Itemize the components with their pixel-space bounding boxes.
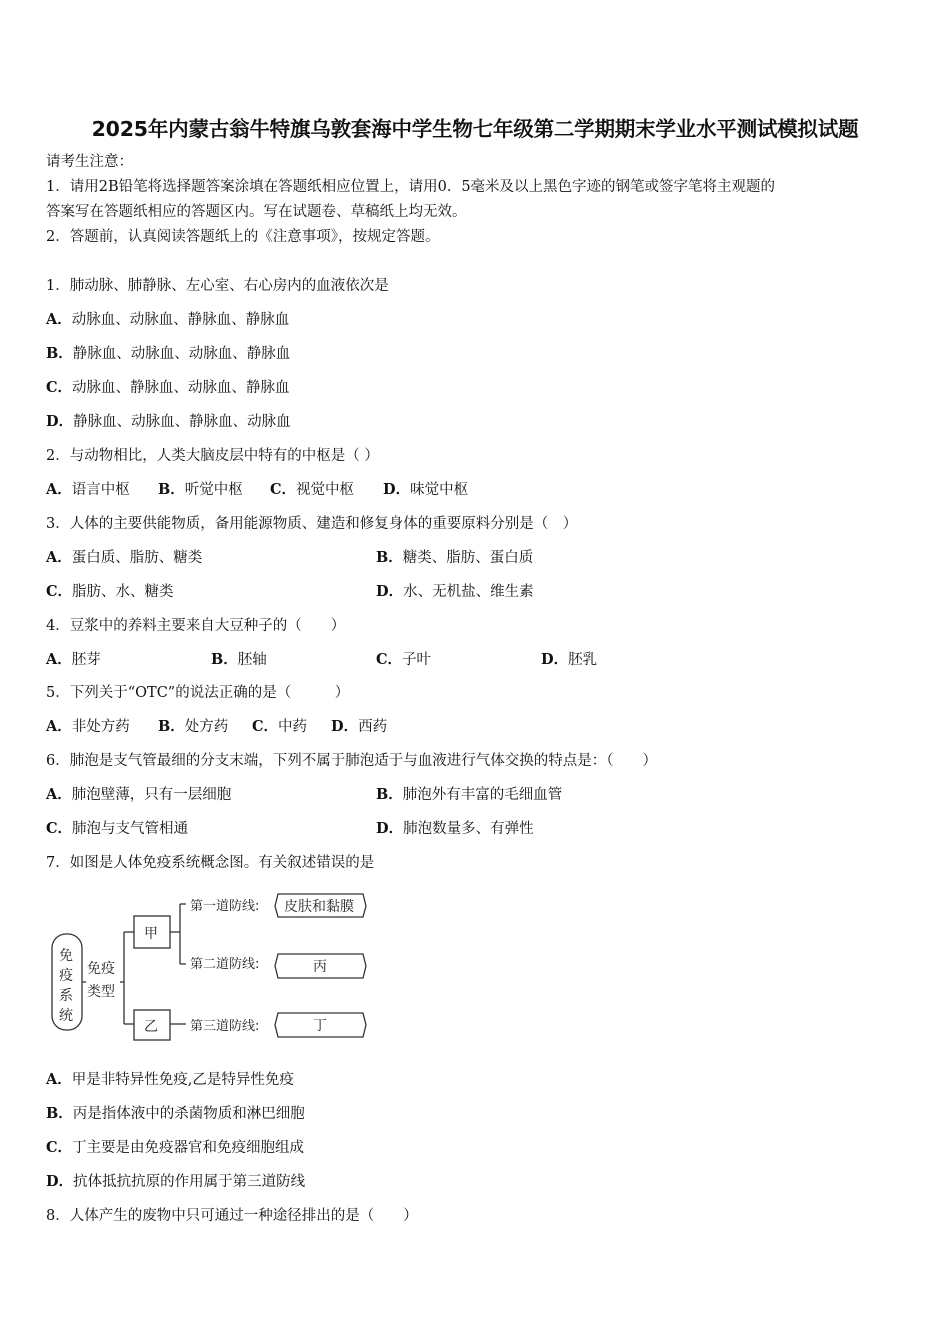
q1-option-c <box>46 379 290 397</box>
option-text: 肺泡数量多、有弹性 <box>403 821 534 837</box>
option-label: D． <box>376 583 404 600</box>
box-1-text: 皮肤和黏膜 <box>284 899 354 915</box>
question-7-stem: 7．如图是人体免疫系统概念图。有关叙述错误的是 <box>46 855 375 871</box>
option-label: D． <box>383 481 411 498</box>
q7-option-d <box>46 1173 305 1191</box>
option-text: 糖类、脂肪、蛋白质 <box>402 550 534 566</box>
option-text: 静脉血、动脉血、动脉血、静脉血 <box>72 346 291 362</box>
q4-option-d <box>541 651 597 669</box>
q5-option-b <box>158 718 228 736</box>
option-label: B． <box>376 549 403 566</box>
option-label: B． <box>46 345 73 362</box>
option-text: 非处方药 <box>71 719 130 735</box>
option-text: 肺泡外有丰富的毛细血管 <box>402 787 563 803</box>
option-text: 抗体抵抗抗原的作用属于第三道防线 <box>73 1174 306 1190</box>
q2-option-b <box>158 481 243 499</box>
option-text: 甲是非特异性免疫,乙是特异性免疫 <box>71 1072 294 1088</box>
q7-option-c <box>46 1139 304 1157</box>
q4-option-c <box>376 651 431 669</box>
option-text: 子叶 <box>402 652 432 668</box>
notice-heading: 请考生注意： <box>46 154 133 170</box>
option-label: C． <box>270 481 297 498</box>
option-label: B． <box>376 786 403 803</box>
jia-label: 甲 <box>144 926 158 942</box>
q5-option-c <box>252 718 307 736</box>
line-1-label: 第一道防线: <box>190 899 260 914</box>
box-3-text: 丁 <box>313 1018 327 1034</box>
option-label: C． <box>376 651 403 668</box>
q6-option-c <box>46 820 188 838</box>
option-text: 胚乳 <box>568 652 598 668</box>
q4-option-a <box>46 651 101 669</box>
page-title: 2025年内蒙古翁牛特旗乌敦套海中学生物七年级第二学期期末学业水平测试模拟试题 <box>91 117 859 141</box>
q1-option-a <box>46 311 289 329</box>
option-label: A． <box>46 1071 72 1088</box>
option-label: A． <box>46 311 72 328</box>
q6-option-d <box>376 820 534 838</box>
option-label: D． <box>46 1173 74 1190</box>
system-char-2: 疫 <box>59 968 73 984</box>
option-label: C． <box>46 379 73 396</box>
option-label: D． <box>376 820 404 837</box>
question-8-stem: 8．人体产生的废物中只可通过一种途径排出的是（ ） <box>46 1208 418 1224</box>
q2-option-d <box>383 481 468 499</box>
option-text: 脂肪、水、糖类 <box>72 584 174 600</box>
box-2-text: 丙 <box>313 959 327 975</box>
option-label: C． <box>252 718 279 735</box>
q7-option-a <box>46 1071 294 1089</box>
system-char-1: 免 <box>59 948 73 964</box>
q7-option-b <box>46 1105 305 1123</box>
question-3-stem: 3．人体的主要供能物质，备用能源物质、建造和修复身体的重要原料分别是（ ） <box>46 516 578 532</box>
q5-option-a <box>46 718 130 736</box>
question-5-stem: 5．下列关于“OTC”的说法正确的是（ ） <box>46 685 350 701</box>
option-text: 丁主要是由免疫器官和免疫细胞组成 <box>72 1140 305 1156</box>
q3-option-d <box>376 583 534 601</box>
option-label: A． <box>46 549 72 566</box>
option-text: 视觉中枢 <box>296 482 355 498</box>
option-text: 胚芽 <box>71 652 101 668</box>
option-text: 胚轴 <box>237 652 267 668</box>
option-text: 听觉中枢 <box>184 482 243 498</box>
notice-line-2: 2．答题前，认真阅读答题纸上的《注意事项》，按规定答题。 <box>46 229 440 245</box>
option-label: C． <box>46 820 73 837</box>
q6-option-a <box>46 786 231 804</box>
q3-option-b <box>376 549 533 567</box>
line-2-label: 第二道防线: <box>190 957 260 972</box>
line-3-label: 第三道防线: <box>190 1019 260 1034</box>
option-text: 静脉血、动脉血、静脉血、动脉血 <box>73 414 291 430</box>
option-text: 动脉血、动脉血、静脉血、静脉血 <box>71 312 290 328</box>
option-text: 处方药 <box>184 719 229 735</box>
option-text: 西药 <box>358 719 388 735</box>
option-text: 肺泡壁薄，只有一层细胞 <box>71 787 232 803</box>
option-text: 语言中枢 <box>71 482 130 498</box>
option-label: D． <box>46 413 74 430</box>
option-label: A． <box>46 651 72 668</box>
option-label: D． <box>541 651 569 668</box>
system-char-3: 系 <box>59 988 73 1004</box>
immune-system-diagram <box>40 884 380 1054</box>
option-text: 肺泡与支气管相通 <box>72 821 189 837</box>
yi-label: 乙 <box>144 1019 158 1035</box>
option-text: 蛋白质、脂肪、糖类 <box>71 550 203 566</box>
question-2-stem: 2．与动物相比，人类大脑皮层中特有的中枢是（ ） <box>46 448 379 464</box>
question-1-stem: 1．肺动脉、肺静脉、左心室、右心房内的血液依次是 <box>46 278 389 294</box>
option-text: 动脉血、静脉血、动脉血、静脉血 <box>72 380 290 396</box>
option-text: 中药 <box>278 719 308 735</box>
type-label-2: 类型 <box>87 984 115 1000</box>
question-6-stem: 6．肺泡是支气管最细的分支末端，下列不属于肺泡适于与血液进行气体交换的特点是：（ ） <box>46 753 657 769</box>
q2-option-c <box>270 481 354 499</box>
type-label-1: 免疫 <box>87 961 115 977</box>
notice-line-1a: 1．请用2B铅笔将选择题答案涂填在答题纸相应位置上，请用0．5毫米及以上黑色字迹的钢笔或签字笔将主观题的 <box>46 179 776 195</box>
system-char-4: 统 <box>59 1008 73 1024</box>
option-label: C． <box>46 583 73 600</box>
option-text: 味觉中枢 <box>410 482 469 498</box>
option-label: B． <box>158 718 185 735</box>
option-label: B． <box>211 651 238 668</box>
q2-option-a <box>46 481 130 499</box>
q3-option-a <box>46 549 202 567</box>
q3-option-c <box>46 583 174 601</box>
option-label: A． <box>46 786 72 803</box>
option-label: D． <box>331 718 359 735</box>
option-label: A． <box>46 481 72 498</box>
q4-option-b <box>211 651 267 669</box>
option-label: B． <box>46 1105 73 1122</box>
q1-option-b <box>46 345 290 363</box>
option-label: A． <box>46 718 72 735</box>
question-4-stem: 4．豆浆中的养料主要来自大豆种子的（ ） <box>46 618 346 634</box>
notice-line-1b: 答案写在答题纸相应的答题区内。写在试题卷、草稿纸上均无效。 <box>46 204 467 220</box>
q5-option-d <box>331 718 387 736</box>
option-label: B． <box>158 481 185 498</box>
option-label: C． <box>46 1139 73 1156</box>
option-text: 丙是指体液中的杀菌物质和淋巴细胞 <box>72 1106 305 1122</box>
q6-option-b <box>376 786 562 804</box>
q1-option-d <box>46 413 291 431</box>
option-text: 水、无机盐、维生素 <box>403 584 534 600</box>
